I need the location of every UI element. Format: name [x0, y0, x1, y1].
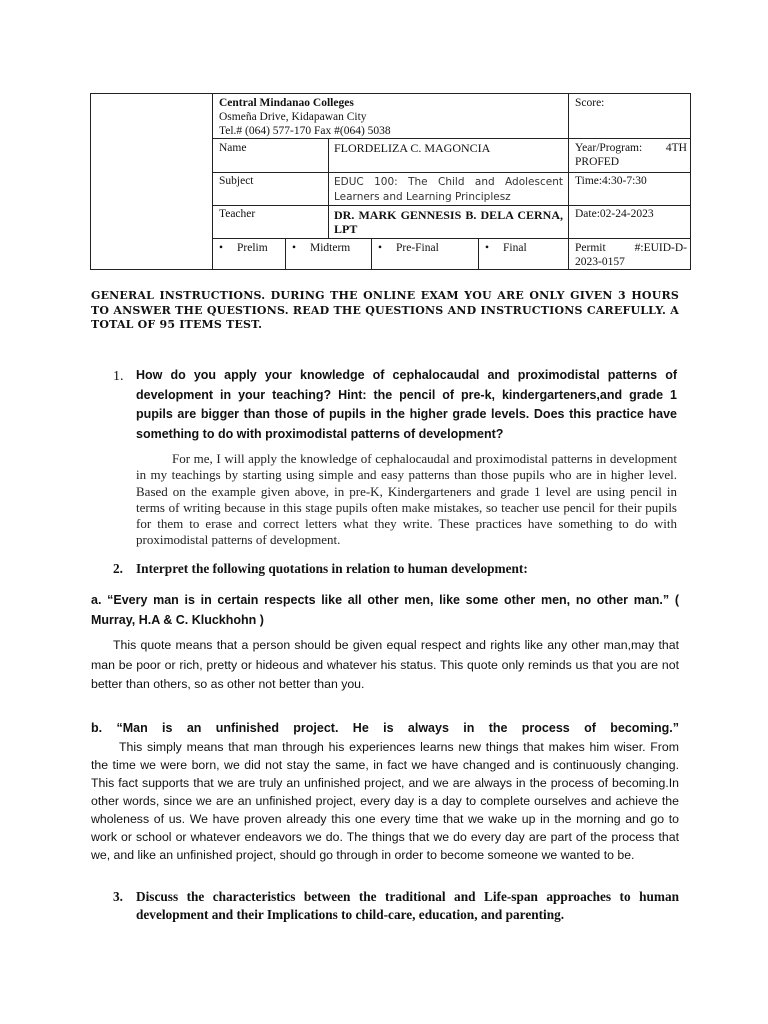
exam-time: Time:4:30-7:30 — [575, 175, 647, 187]
teacher-value: DR. MARK GENNESIS B. DELA CERNA, LPT — [334, 208, 563, 236]
term-midterm: • Midterm — [288, 242, 350, 256]
score-label: Score: — [575, 97, 605, 109]
permit-number: Permit #:EUID-D-2023-0157 — [575, 242, 687, 268]
name-label: Name — [219, 142, 247, 154]
table-divider — [212, 238, 691, 239]
table-divider — [285, 238, 286, 270]
quote-a-answer: This quote means that a person should be given equal respect and rights like any other man,may that man be poor or rich, pretty or hideous and whatever his status. This quote only reminds us that you are not better than others, so as other not better than you. — [91, 638, 679, 691]
table-divider — [478, 238, 479, 270]
term-prelim: • Prelim — [215, 242, 268, 256]
question-1-number: 1. — [113, 369, 124, 384]
school-name: Central Mindanao Colleges — [219, 97, 354, 109]
school-address: Osmeña Drive, Kidapawan City — [219, 111, 367, 123]
question-3-text: Discuss the characteristics between the traditional and Life-span approaches to human development and their Implications to child-care, education, and parenting. — [136, 889, 679, 922]
quote-b: b. “Man is an unfinished project. He is always in the process of becoming.” — [91, 721, 679, 735]
question-3-number: 3. — [113, 889, 123, 904]
quote-a: a. “Every man is in certain respects like all other men, like some other men, no other man.” ( Murray, H.A & C. Kluckhohn ) — [91, 593, 679, 627]
term-final: • Final — [481, 242, 527, 256]
table-divider — [212, 205, 691, 206]
question-1-text: How do you apply your knowledge of cephalocaudal and proximodistal patterns of development in your teaching? Hint: the pencil of pre-k, kindergarteners,and grade 1 pupils are bigger than those of pupils in the higher grade levels. Does this practice have something to do with proximodistal patterns of development? — [136, 368, 677, 441]
question-2-number: 2. — [113, 561, 123, 576]
question-1-answer: For me, I will apply the knowledge of cephalocaudal and proximodistal patterns in development in my teachings by starting using simple and easy patterns than those pupils who are in higher level. Based on the example given above, in pre-K, Kindergarteners and grade 1 level are using pencil in terms of writing because in this stage pupils often make mistakes, so teacher use pencil for their pupils for them to erase and correct letters what they write. These practices have something to do with proximodistal patterns of development. — [136, 451, 677, 548]
table-divider — [371, 238, 372, 270]
question-2-text: Interpret the following quotations in relation to human development: — [136, 561, 528, 576]
table-divider — [212, 94, 213, 270]
exam-date: Date:02-24-2023 — [575, 208, 654, 220]
term-pre-final: • Pre-Final — [374, 242, 439, 256]
table-divider — [328, 138, 329, 238]
table-divider — [568, 94, 569, 270]
subject-label: Subject — [219, 175, 254, 187]
student-name: FLORDELIZA C. MAGONCIA — [334, 141, 491, 155]
exam-header-table — [90, 93, 691, 270]
subject-value: EDUC 100: The Child and Adolescent Learners and Learning Principlesz — [334, 176, 563, 203]
school-contact: Tel.# (064) 577-170 Fax #(064) 5038 — [219, 125, 391, 137]
quote-b-answer: This simply means that man through his experiences learns new things that makes him wiser. From the time we were born, we did not stay the same, in fact we have changed and is continuously changing. This fact supports that we are truly an unfinished project, and we are always in the process of becoming.In other words, since we are an unfinished project, every day is a day to complete ourselves and achieve the wholeness of us. We have proven already this one every time that we wake up in the morning and go to work or school or whatever endeavors we do. The things that we do every day are part of the process that we, and like an unfinished project, should go through in order to become someone we wanted to be. — [91, 740, 679, 862]
general-instructions: GENERAL INSTRUCTIONS. DURING THE ONLINE EXAM YOU ARE ONLY GIVEN 3 HOURS TO ANSWER THE QUESTIONS. READ THE QUESTIONS AND INSTRUCTIONS CAREFULLY. A TOTAL OF 95 ITEMS TEST. — [91, 289, 679, 331]
table-divider — [212, 172, 691, 173]
teacher-label: Teacher — [219, 208, 256, 220]
year-program: Year/Program: 4TH PROFED — [575, 142, 687, 168]
